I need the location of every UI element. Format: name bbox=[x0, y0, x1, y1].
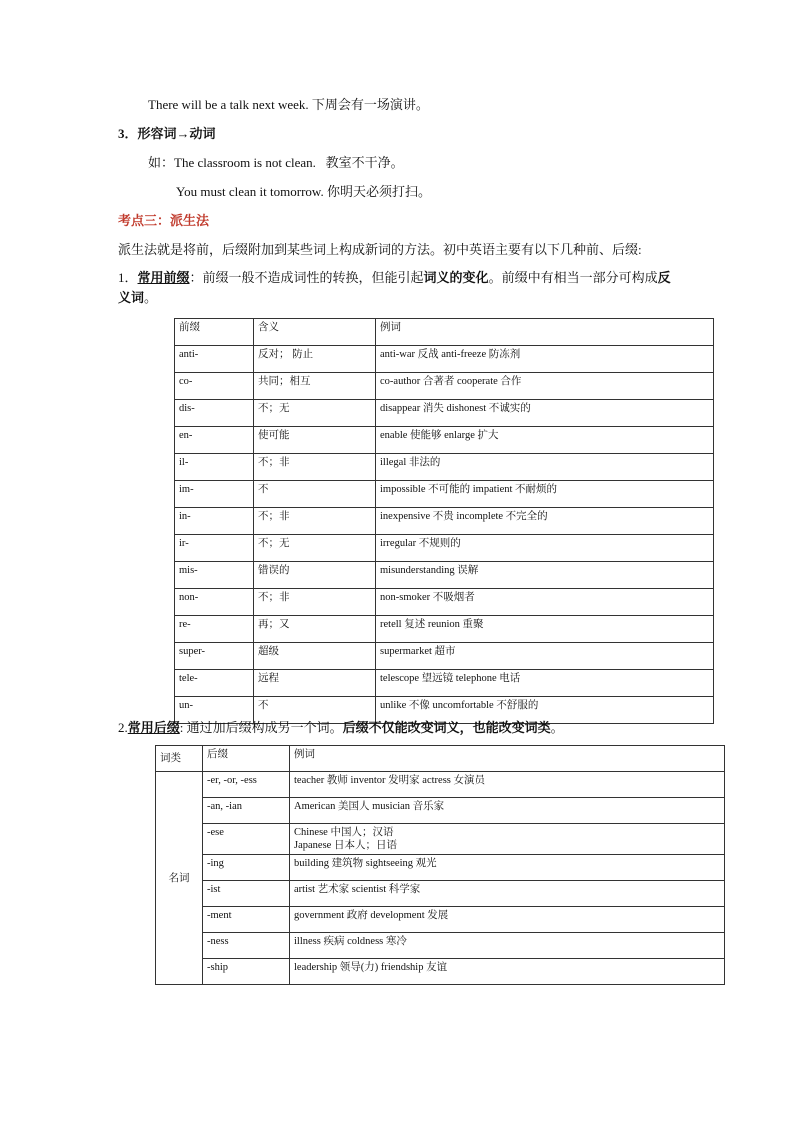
meaning-cell: 反对； 防止 bbox=[254, 346, 376, 373]
examples-cell: co-author 合著者 cooperate 合作 bbox=[376, 373, 714, 400]
table-row bbox=[156, 824, 725, 855]
prefix-cell: non- bbox=[175, 589, 254, 616]
suffix-examples-cell bbox=[290, 907, 725, 933]
prefix-cell: mis- bbox=[175, 562, 254, 589]
header-meaning: 含义 bbox=[254, 319, 376, 346]
table-row bbox=[156, 881, 725, 907]
derivation-heading: 考点三：派生法 bbox=[118, 213, 210, 228]
suffix-cell: -er, -or, -ess bbox=[203, 772, 290, 798]
meaning-cell: 不；非 bbox=[254, 589, 376, 616]
prefix-text-2: 。前缀中有相当一部分可构成 bbox=[488, 270, 658, 285]
table-row bbox=[175, 535, 714, 562]
prefix-table-header bbox=[175, 319, 714, 346]
table-row bbox=[175, 562, 714, 589]
meaning-cell: 不；非 bbox=[254, 454, 376, 481]
example-line: leadership 领导(力) friendship 友谊 bbox=[294, 962, 448, 973]
examples-cell: unlike 不像 uncomfortable 不舒服的 bbox=[376, 697, 714, 724]
section-3-title: 3．形容词→动词 bbox=[118, 126, 216, 141]
meaning-cell: 错误的 bbox=[254, 562, 376, 589]
table-row bbox=[156, 772, 725, 798]
example-line: illness 疾病 coldness 寒冷 bbox=[294, 936, 407, 947]
suffix-cell: -ist bbox=[203, 881, 290, 907]
examples-cell: non-smoker 不吸烟者 bbox=[376, 589, 714, 616]
table-row bbox=[175, 670, 714, 697]
examples-cell: anti-war 反战 anti-freeze 防冻剂 bbox=[376, 346, 714, 373]
talk-chinese: 下周会有一场演讲。 bbox=[311, 97, 429, 112]
meaning-cell: 不；无 bbox=[254, 535, 376, 562]
table-row bbox=[156, 907, 725, 933]
examples-cell: disappear 消失 dishonest 不诚实的 bbox=[376, 400, 714, 427]
example-line: artist 艺术家 scientist 科学家 bbox=[294, 884, 421, 895]
suffix-examples-cell bbox=[290, 798, 725, 824]
prefix-cell: co- bbox=[175, 373, 254, 400]
suffix-cell: -an, -ian bbox=[203, 798, 290, 824]
prefix-label: 常用前缀 bbox=[137, 270, 190, 285]
prefix-intro bbox=[118, 268, 683, 308]
prefix-cell: tele- bbox=[175, 670, 254, 697]
suffix-cell: -ese bbox=[203, 824, 290, 855]
example-sentence-clean bbox=[148, 154, 404, 172]
examples-cell: impossible 不可能的 impatient 不耐烦的 bbox=[376, 481, 714, 508]
examples-cell: inexpensive 不贵 incomplete 不完全的 bbox=[376, 508, 714, 535]
suffix-intro bbox=[118, 719, 564, 737]
word-class-cell: 名词 bbox=[156, 772, 203, 985]
header-suffix-examples: 例词 bbox=[290, 746, 725, 772]
suffix-examples-cell bbox=[290, 772, 725, 798]
examples-cell: illegal 非法的 bbox=[376, 454, 714, 481]
example-line: Japanese 日本人；日语 bbox=[294, 840, 397, 851]
suffix-examples-cell bbox=[290, 855, 725, 881]
meaning-cell: 再；又 bbox=[254, 616, 376, 643]
prefix-text-1: ：前缀一般不造成词性的转换，但能引起 bbox=[189, 270, 424, 285]
header-prefix: 前缀 bbox=[175, 319, 254, 346]
suffix-examples-cell bbox=[290, 824, 725, 855]
table-row bbox=[156, 855, 725, 881]
suffix-cell: -ment bbox=[203, 907, 290, 933]
table-row bbox=[175, 346, 714, 373]
prefix-cell: en- bbox=[175, 427, 254, 454]
table-row bbox=[156, 959, 725, 985]
examples-cell: irregular 不规则的 bbox=[376, 535, 714, 562]
prefix-cell: im- bbox=[175, 481, 254, 508]
suffix-label: 常用后缀 bbox=[127, 720, 180, 735]
examples-cell: misunderstanding 误解 bbox=[376, 562, 714, 589]
derivation-description: 派生法就是将前，后缀附加到某些词上构成新词的方法。初中英语主要有以下几种前、后缀: bbox=[118, 242, 642, 257]
examples-cell: telescope 望远镜 telephone 电话 bbox=[376, 670, 714, 697]
table-row bbox=[156, 933, 725, 959]
suffix-examples-cell bbox=[290, 881, 725, 907]
prefix-cell: in- bbox=[175, 508, 254, 535]
table-row bbox=[175, 481, 714, 508]
example-line: building 建筑物 sightseeing 观光 bbox=[294, 858, 437, 869]
suffix-cell: -ing bbox=[203, 855, 290, 881]
table-row bbox=[175, 373, 714, 400]
example-line: government 政府 development 发展 bbox=[294, 910, 449, 921]
example-line: Chinese 中国人；汉语 bbox=[294, 827, 394, 838]
examples-cell: supermarket 超市 bbox=[376, 643, 714, 670]
suffix-text-2: 。 bbox=[550, 720, 564, 735]
prefix-cell: un- bbox=[175, 697, 254, 724]
prefix-bold-1: 词义的变化 bbox=[423, 270, 489, 285]
prefix-table bbox=[174, 318, 714, 724]
prefix-cell: re- bbox=[175, 616, 254, 643]
table-row bbox=[175, 454, 714, 481]
clean-english: The classroom is not clean. bbox=[174, 155, 316, 170]
table-row bbox=[175, 643, 714, 670]
clean-chinese: 教室不干净。 bbox=[325, 155, 404, 170]
suffix-table bbox=[155, 745, 725, 985]
prefix-cell: dis- bbox=[175, 400, 254, 427]
suffix-cell: -ness bbox=[203, 933, 290, 959]
suffix-cell: -ship bbox=[203, 959, 290, 985]
suffix-bold: 后缀不仅能改变词义，也能改变词类 bbox=[342, 720, 551, 735]
prefix-num: 1． bbox=[118, 270, 138, 285]
table-row bbox=[156, 798, 725, 824]
table-row bbox=[175, 589, 714, 616]
suffix-examples-cell bbox=[290, 933, 725, 959]
table-row bbox=[175, 427, 714, 454]
eg-label: 如： bbox=[148, 155, 175, 170]
suffix-text-1: : 通过加后缀构成另一个词。 bbox=[179, 720, 343, 735]
talk-english: There will be a talk next week. bbox=[148, 97, 309, 112]
meaning-cell: 不；非 bbox=[254, 508, 376, 535]
example-sentence-must bbox=[176, 183, 431, 201]
suffix-examples-cell bbox=[290, 959, 725, 985]
example-line: American 美国人 musician 音乐家 bbox=[294, 801, 445, 812]
meaning-cell: 不 bbox=[254, 481, 376, 508]
prefix-cell: anti- bbox=[175, 346, 254, 373]
meaning-cell: 远程 bbox=[254, 670, 376, 697]
meaning-cell: 超级 bbox=[254, 643, 376, 670]
prefix-cell: ir- bbox=[175, 535, 254, 562]
prefix-bold-2: 反义词 bbox=[118, 270, 671, 305]
meaning-cell: 不 bbox=[254, 697, 376, 724]
meaning-cell: 不；无 bbox=[254, 400, 376, 427]
table-row bbox=[175, 616, 714, 643]
examples-cell: enable 使能够 enlarge 扩大 bbox=[376, 427, 714, 454]
example-sentence-talk bbox=[148, 96, 429, 114]
prefix-cell: il- bbox=[175, 454, 254, 481]
prefix-cell: super- bbox=[175, 643, 254, 670]
header-word-class: 词类 bbox=[156, 746, 203, 772]
must-chinese: 你明天必须打扫。 bbox=[326, 184, 431, 199]
suffix-table-header bbox=[156, 746, 725, 772]
examples-cell: retell 复述 reunion 重聚 bbox=[376, 616, 714, 643]
example-line: teacher 教师 inventor 发明家 actress 女演员 bbox=[294, 775, 485, 786]
table-row bbox=[175, 400, 714, 427]
header-suffix: 后缀 bbox=[203, 746, 290, 772]
meaning-cell: 共同；相互 bbox=[254, 373, 376, 400]
header-examples: 例词 bbox=[376, 319, 714, 346]
table-row bbox=[175, 508, 714, 535]
must-english: You must clean it tomorrow. bbox=[176, 184, 324, 199]
meaning-cell: 使可能 bbox=[254, 427, 376, 454]
prefix-text-3: 。 bbox=[144, 290, 158, 305]
suffix-num: 2. bbox=[118, 720, 128, 735]
